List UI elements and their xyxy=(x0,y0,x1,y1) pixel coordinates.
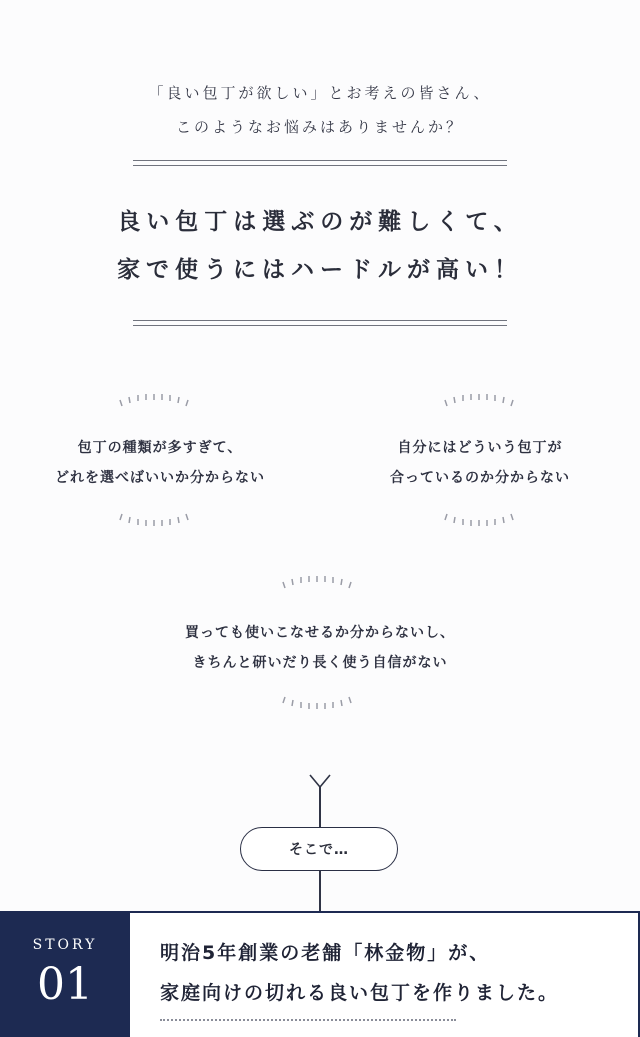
story-panel xyxy=(130,911,640,1037)
worry-3-line-2: きちんと研いだり長く使う自信がない xyxy=(192,655,448,671)
headline xyxy=(0,198,640,294)
transition-label: そこで… xyxy=(289,842,349,858)
intro-line-2: このようなお悩みはありませんか？ xyxy=(175,118,464,136)
worry-3-line-1: 買っても使いこなせるか分からないし、 xyxy=(185,625,455,641)
transition-pill xyxy=(240,827,398,871)
connector-line-bottom xyxy=(319,871,321,911)
worry-2-line-2: 合っているのか分からない xyxy=(390,470,570,486)
double-rule-top xyxy=(133,160,507,166)
tick-arc-top-icon xyxy=(440,388,520,408)
headline-line-2: 家で使うにはハードルが高い！ xyxy=(117,257,523,283)
story-label: STORY xyxy=(32,937,98,953)
worry-3 xyxy=(140,618,500,678)
connector-line-top xyxy=(319,786,321,827)
tick-arc-top-icon xyxy=(278,570,358,590)
headline-line-1: 良い包丁は選ぶのが難しくて、 xyxy=(117,209,523,235)
tick-arc-bottom-icon xyxy=(440,512,520,532)
double-rule-bottom xyxy=(133,320,507,326)
intro-text xyxy=(0,76,640,144)
worry-1 xyxy=(20,433,300,493)
story-line-1: 明治5年創業の老舗「林金物」が、 xyxy=(160,942,491,964)
worry-2 xyxy=(340,433,620,493)
story-number: 01 xyxy=(37,959,93,1010)
tick-arc-bottom-icon xyxy=(278,695,358,715)
tick-arc-top-icon xyxy=(115,388,195,408)
story-line-2: 家庭向けの切れる良い包丁を作りました。 xyxy=(160,982,560,1004)
worry-1-line-2: どれを選べばいいか分からない xyxy=(55,470,265,486)
story-text xyxy=(160,933,559,1013)
worry-1-line-1: 包丁の種類が多すぎて、 xyxy=(77,440,243,456)
tick-arc-bottom-icon xyxy=(115,512,195,532)
dotted-underline xyxy=(160,1019,456,1021)
story-badge xyxy=(0,911,130,1037)
intro-line-1: 「良い包丁が欲しい」とお考えの皆さん、 xyxy=(148,84,492,102)
worry-2-line-1: 自分にはどういう包丁が xyxy=(397,440,563,456)
